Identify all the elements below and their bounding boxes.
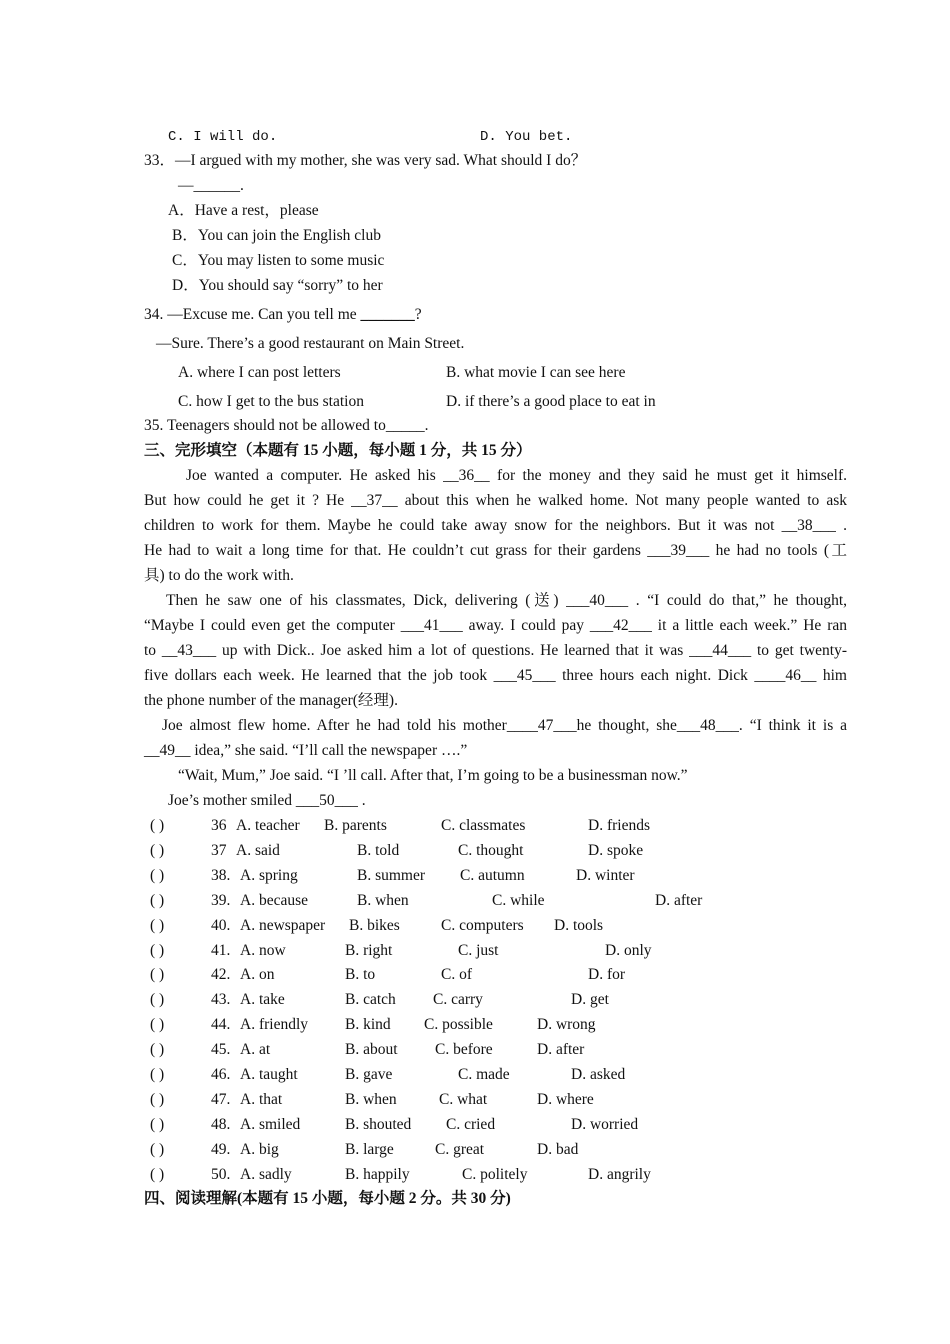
q34-reply: —Sure. There’s a good restaurant on Main Street. bbox=[156, 335, 465, 352]
option-a: A. taught bbox=[240, 1066, 298, 1083]
answer-paren[interactable]: ( ) bbox=[150, 1116, 165, 1133]
text: . “I think it is a bbox=[738, 717, 847, 734]
option-d: D. only bbox=[605, 942, 652, 959]
blank-36: __36__ bbox=[443, 467, 490, 484]
q33-stem: 33．—I argued with my mother, she was very sad. What should I do？ bbox=[144, 152, 587, 169]
option-a: A. big bbox=[240, 1141, 279, 1158]
option-b: B. large bbox=[345, 1141, 394, 1158]
q33-option-c: C．You may listen to some music bbox=[172, 252, 385, 269]
text: . bbox=[835, 517, 848, 534]
section3-heading: 三、完形填空（本题有 15 小题，每小题 1 分，共 15 分） bbox=[144, 442, 532, 459]
option-d: D. winter bbox=[576, 867, 635, 884]
option-c: C. great bbox=[435, 1141, 485, 1158]
blank-38: __38___ bbox=[781, 517, 836, 534]
option-a: A. now bbox=[240, 942, 286, 959]
option-a: A. said bbox=[236, 842, 280, 859]
option-a: A. friendly bbox=[240, 1016, 309, 1033]
blank-49: __49__ bbox=[144, 742, 191, 759]
p5-line bbox=[168, 791, 366, 811]
text: it a little each week.” He ran bbox=[651, 617, 847, 634]
answer-paren[interactable]: ( ) bbox=[150, 842, 165, 859]
answer-paren[interactable]: ( ) bbox=[150, 966, 165, 983]
q34-option-b: B. what movie I can see here bbox=[446, 364, 626, 381]
question-number: 37 bbox=[211, 842, 227, 859]
option-a: A. smiled bbox=[240, 1116, 301, 1133]
p4-line: “Wait, Mum,” Joe said. “I ’ll call. After that, I’m going to be a businessman now.” bbox=[178, 767, 688, 784]
blank-44: ___44___ bbox=[689, 642, 752, 659]
p1-line2 bbox=[144, 491, 847, 511]
option-a: A. that bbox=[240, 1091, 283, 1108]
option-a: A. because bbox=[240, 892, 308, 909]
p2-line5: the phone number of the manager(经理). bbox=[144, 692, 398, 709]
text: He had to wait a long time for that. He couldn’t cut grass for their gardens bbox=[144, 542, 648, 559]
answer-paren[interactable]: ( ) bbox=[150, 1066, 165, 1083]
option-c: C. cried bbox=[446, 1116, 496, 1133]
option-b: B. bikes bbox=[349, 917, 400, 934]
option-b: B. right bbox=[345, 942, 393, 959]
question-number: 47. bbox=[211, 1091, 231, 1108]
q34-stem-post: ? bbox=[414, 306, 422, 323]
option-a: A. spring bbox=[240, 867, 298, 884]
option-a: A. at bbox=[240, 1041, 271, 1058]
option-c: C. made bbox=[458, 1066, 510, 1083]
question-number: 46. bbox=[211, 1066, 231, 1083]
question-number: 49. bbox=[211, 1141, 231, 1158]
option-c: C. of bbox=[441, 966, 472, 983]
option-d: D. tools bbox=[554, 917, 604, 934]
blank-50: ___50___ bbox=[295, 792, 358, 809]
q33-option-a: A．Have a rest，please bbox=[168, 202, 319, 219]
text: Joe almost flew home. After he had told his mother bbox=[162, 717, 507, 734]
q34-option-d: D. if there’s a good place to eat in bbox=[446, 393, 656, 410]
text: . “I could do that,” he thought, bbox=[628, 592, 847, 609]
blank-46: ____46__ bbox=[754, 667, 817, 684]
p1-line5: 具) to do the work with. bbox=[144, 567, 294, 584]
text: him bbox=[816, 667, 847, 684]
option-b: B. when bbox=[357, 892, 409, 909]
option-a: A. sadly bbox=[240, 1166, 292, 1183]
blank-39: ___39___ bbox=[647, 542, 710, 559]
option-d: D. after bbox=[537, 1041, 585, 1058]
q32-option-d: D. You bet. bbox=[480, 129, 573, 145]
text: up with Dick.. Joe asked him a lot of questions. He learned that it was bbox=[216, 642, 690, 659]
p1-line3 bbox=[144, 516, 847, 536]
text: away. I could pay bbox=[462, 617, 590, 634]
option-b: B. shouted bbox=[345, 1116, 412, 1133]
text: to bbox=[144, 642, 162, 659]
text: Then he saw one of his classmates, Dick, delivering (送) bbox=[166, 592, 567, 609]
option-b: B. summer bbox=[357, 867, 426, 884]
option-c: C. thought bbox=[458, 842, 524, 859]
text: about this when he walked home. Not many people wanted to ask bbox=[397, 492, 847, 509]
blank-41: ___41___ bbox=[400, 617, 463, 634]
blank-45: ___45___ bbox=[493, 667, 556, 684]
answer-paren[interactable]: ( ) bbox=[150, 991, 165, 1008]
p2-line4 bbox=[144, 666, 847, 686]
q33-option-b: B．You can join the English club bbox=[172, 227, 381, 244]
q34-blank: _______ bbox=[360, 306, 415, 323]
p1-line1 bbox=[186, 466, 847, 486]
option-c: C. politely bbox=[462, 1166, 528, 1183]
option-d: D. angrily bbox=[588, 1166, 651, 1183]
question-number: 40. bbox=[211, 917, 231, 934]
text: to get twenty- bbox=[751, 642, 848, 659]
option-d: D. after bbox=[655, 892, 703, 909]
answer-paren[interactable]: ( ) bbox=[150, 942, 165, 959]
q34-stem-pre: 34. —Excuse me. Can you tell me bbox=[144, 306, 361, 323]
q33-reply: —______. bbox=[178, 177, 244, 194]
option-d: D. worried bbox=[571, 1116, 639, 1133]
blank-47: ____47___ bbox=[506, 717, 577, 734]
option-c: C. carry bbox=[433, 991, 483, 1008]
question-number: 39. bbox=[211, 892, 231, 909]
blank-40: ___40___ bbox=[566, 592, 629, 609]
question-number: 48. bbox=[211, 1116, 231, 1133]
option-c: C. just bbox=[458, 942, 499, 959]
question-number: 42. bbox=[211, 966, 231, 983]
p2-line3 bbox=[144, 641, 847, 661]
option-d: D. spoke bbox=[588, 842, 644, 859]
text: for the money and they said he must get it himself. bbox=[489, 467, 848, 484]
option-c: C. what bbox=[439, 1091, 488, 1108]
text: But how could he get it ? He bbox=[144, 492, 352, 509]
answer-paren[interactable]: ( ) bbox=[150, 1166, 165, 1183]
question-number: 38. bbox=[211, 867, 231, 884]
option-b: B. kind bbox=[345, 1016, 391, 1033]
answer-paren[interactable]: ( ) bbox=[150, 1141, 165, 1158]
text: idea,” she said. “I’ll call the newspaper ….” bbox=[190, 742, 468, 759]
option-d: D. wrong bbox=[537, 1016, 596, 1033]
blank-37: __37__ bbox=[351, 492, 398, 509]
q34-option-a: A. where I can post letters bbox=[178, 364, 341, 381]
blank-43: __43___ bbox=[161, 642, 217, 659]
blank-48: ___48___ bbox=[676, 717, 739, 734]
option-c: C. autumn bbox=[460, 867, 525, 884]
option-b: B. to bbox=[345, 966, 376, 983]
question-number: 36 bbox=[211, 817, 227, 834]
answer-paren[interactable]: ( ) bbox=[150, 1016, 165, 1033]
text: Joe wanted a computer. He asked his bbox=[186, 467, 444, 484]
question-number: 45. bbox=[211, 1041, 231, 1058]
option-c: C. before bbox=[435, 1041, 493, 1058]
option-d: D. asked bbox=[571, 1066, 626, 1083]
text: Joe’s mother smiled bbox=[168, 792, 296, 809]
answer-paren[interactable]: ( ) bbox=[150, 1041, 165, 1058]
text: he thought, she bbox=[576, 717, 677, 734]
option-a: A. on bbox=[240, 966, 275, 983]
question-number: 50. bbox=[211, 1166, 231, 1183]
q34-option-c: C. how I get to the bus station bbox=[178, 393, 364, 410]
option-b: B. happily bbox=[345, 1166, 410, 1183]
q33-option-d: D．You should say “sorry” to her bbox=[172, 277, 383, 294]
answer-paren[interactable]: ( ) bbox=[150, 1091, 165, 1108]
p2-line1 bbox=[166, 591, 847, 611]
option-c: C. while bbox=[492, 892, 545, 909]
option-b: B. about bbox=[345, 1041, 398, 1058]
q35-stem: 35. Teenagers should not be allowed to_____. bbox=[144, 417, 429, 434]
option-d: D. friends bbox=[588, 817, 650, 834]
option-a: A. teacher bbox=[236, 817, 300, 834]
option-b: B. when bbox=[345, 1091, 397, 1108]
option-d: D. get bbox=[571, 991, 609, 1008]
option-b: B. parents bbox=[324, 817, 387, 834]
q34-stem bbox=[144, 305, 422, 325]
p3-line2 bbox=[144, 741, 467, 761]
q32-option-c: C. I will do. bbox=[168, 129, 278, 145]
question-number: 44. bbox=[211, 1016, 231, 1033]
question-number: 41. bbox=[211, 942, 231, 959]
answer-paren[interactable]: ( ) bbox=[150, 917, 165, 934]
option-a: A. newspaper bbox=[240, 917, 326, 934]
option-d: D. bad bbox=[537, 1141, 579, 1158]
option-b: B. told bbox=[357, 842, 400, 859]
option-c: C. computers bbox=[441, 917, 524, 934]
option-c: C. possible bbox=[424, 1016, 493, 1033]
text: . bbox=[357, 792, 366, 809]
option-b: B. catch bbox=[345, 991, 396, 1008]
question-number: 43. bbox=[211, 991, 231, 1008]
answer-paren[interactable]: ( ) bbox=[150, 817, 165, 834]
text: “Maybe I could even get the computer bbox=[144, 617, 401, 634]
p3-line1 bbox=[162, 716, 847, 736]
text: he had no tools (工 bbox=[709, 542, 847, 559]
p2-line2 bbox=[144, 616, 847, 636]
option-c: C. classmates bbox=[441, 817, 526, 834]
option-b: B. gave bbox=[345, 1066, 393, 1083]
answer-paren[interactable]: ( ) bbox=[150, 867, 165, 884]
option-d: D. where bbox=[537, 1091, 594, 1108]
text: children to work for them. Maybe he could take away snow for the neighbors. But it was not bbox=[144, 517, 782, 534]
answer-paren[interactable]: ( ) bbox=[150, 892, 165, 909]
text: five dollars each week. He learned that the job took bbox=[144, 667, 494, 684]
blank-42: ___42___ bbox=[589, 617, 652, 634]
section4-heading: 四、阅读理解(本题有 15 小题，每小题 2 分。共 30 分) bbox=[144, 1190, 511, 1207]
option-d: D. for bbox=[588, 966, 626, 983]
text: three hours each night. Dick bbox=[555, 667, 755, 684]
option-a: A. take bbox=[240, 991, 285, 1008]
p1-line4 bbox=[144, 541, 847, 561]
